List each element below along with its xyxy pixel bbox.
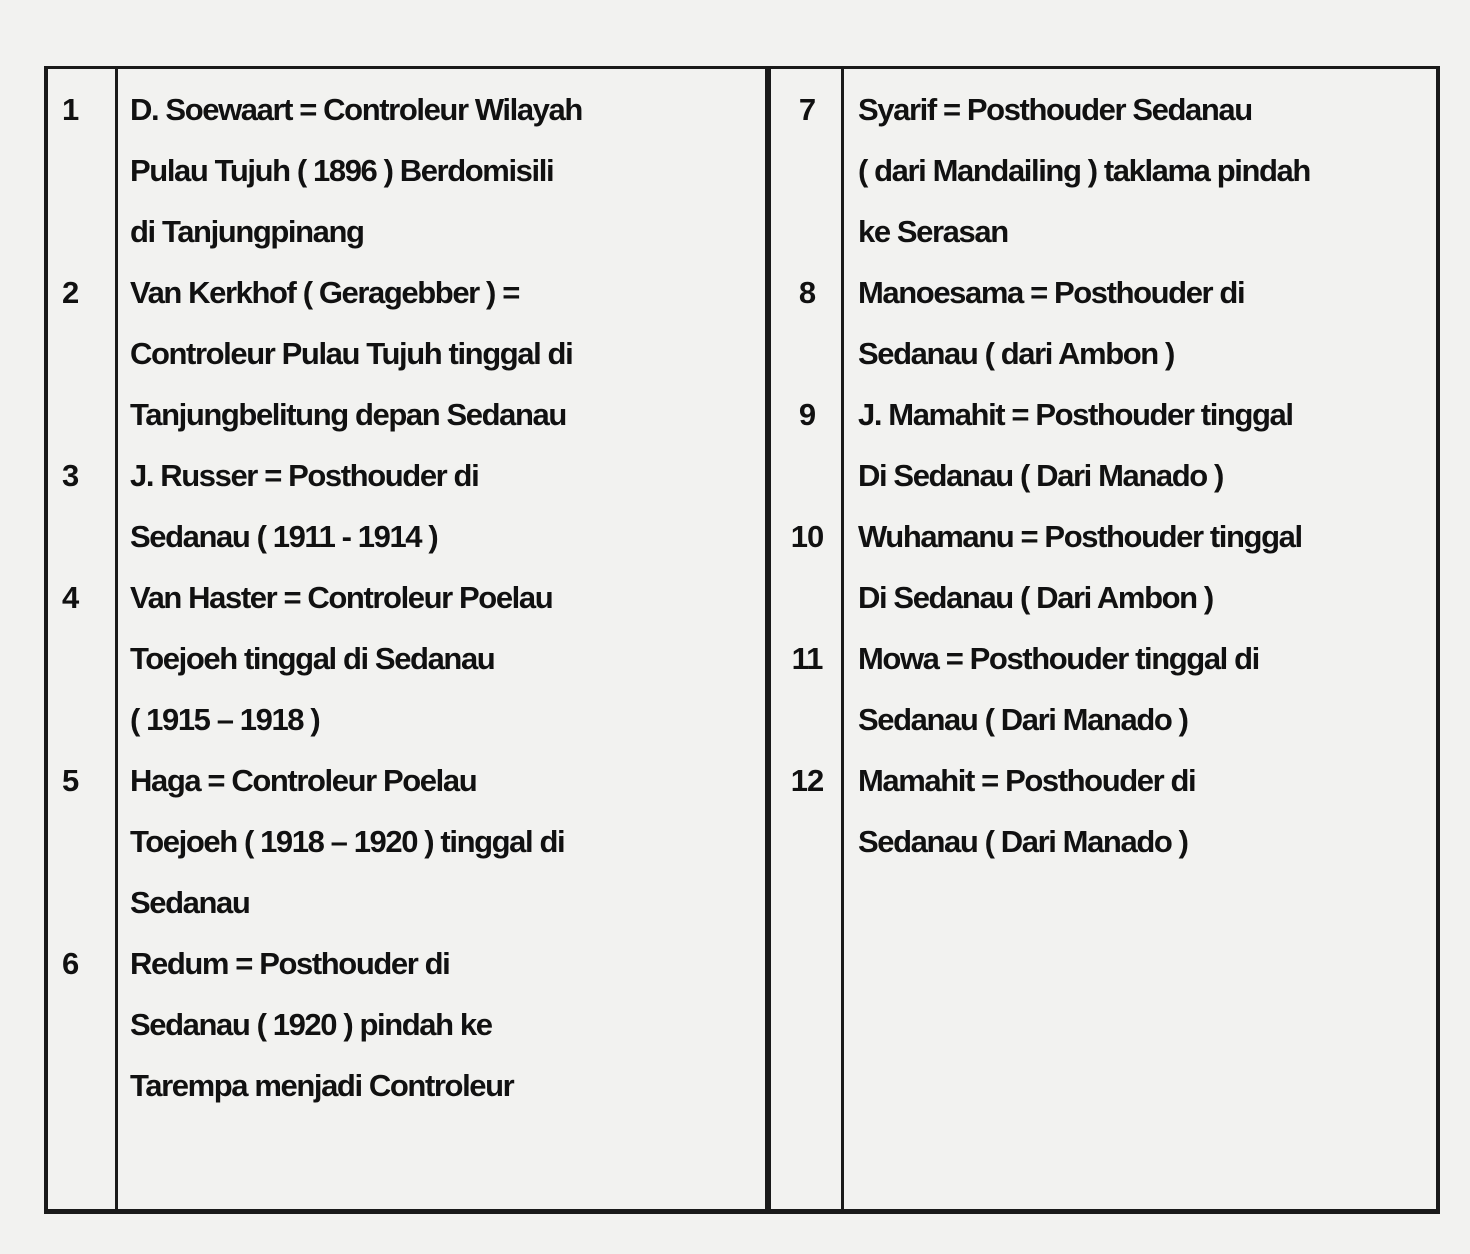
entry-text xyxy=(858,628,1259,750)
entry-line: Wuhamanu = Posthouder tinggal xyxy=(858,519,1302,554)
entry-line: ( dari Mandailing ) taklama pindah xyxy=(858,153,1310,188)
entry-line: Redum = Posthouder di xyxy=(130,946,450,981)
entry-text xyxy=(130,445,478,567)
entry-line: Syarif = Posthouder Sedanau xyxy=(858,92,1252,127)
entry-text xyxy=(130,567,552,750)
entry-text xyxy=(858,384,1293,506)
entry-line: Haga = Controleur Poelau xyxy=(130,763,477,798)
entry-line: J. Russer = Posthouder di xyxy=(130,458,479,493)
entry-line: Toejoeh ( 1918 – 1920 ) tinggal di xyxy=(130,824,565,859)
entry-line: di Tanjungpinang xyxy=(130,214,364,249)
entry-line: Manoesama = Posthouder di xyxy=(858,275,1245,310)
entry-number: 2 xyxy=(62,275,79,310)
entry-line: Sedanau ( 1920 ) pindah ke xyxy=(130,1007,492,1042)
entry-text xyxy=(130,750,564,933)
entry-number: 3 xyxy=(62,458,79,493)
entry-number: 8 xyxy=(798,275,816,310)
entry-line: Van Haster = Controleur Poelau xyxy=(130,580,553,615)
entry-number: 1 xyxy=(62,92,79,127)
entry-line: Toejoeh tinggal di Sedanau xyxy=(130,641,495,676)
entry-number: 12 xyxy=(790,763,824,798)
entry-line: Sedanau xyxy=(130,885,250,920)
entry-line: Controleur Pulau Tujuh tinggal di xyxy=(130,336,573,371)
entry-number: 4 xyxy=(62,580,79,615)
entry-number: 10 xyxy=(790,519,824,554)
entry-line: Di Sedanau ( Dari Manado ) xyxy=(858,458,1223,493)
entry-line: Tanjungbelitung depan Sedanau xyxy=(130,397,566,432)
entry-line: Mamahit = Posthouder di xyxy=(858,763,1196,798)
entry-line: Mowa = Posthouder tinggal di xyxy=(858,641,1259,676)
entry-line: D. Soewaart = Controleur Wilayah xyxy=(130,92,582,127)
column-divider-right-number xyxy=(841,69,844,1209)
entry-text xyxy=(130,262,572,445)
entry-text xyxy=(130,933,513,1116)
entry-line: J. Mamahit = Posthouder tinggal xyxy=(858,397,1293,432)
entry-line: Van Kerkhof ( Geragebber ) = xyxy=(130,275,519,310)
entry-line: ( 1915 – 1918 ) xyxy=(130,702,320,737)
entry-text xyxy=(130,79,582,262)
entry-number: 11 xyxy=(791,641,823,676)
entry-number: 9 xyxy=(798,397,816,432)
entry-text xyxy=(858,79,1310,262)
column-divider-center xyxy=(765,69,771,1209)
entry-line: Sedanau ( 1911 - 1914 ) xyxy=(130,519,438,554)
entry-text xyxy=(858,750,1195,872)
entry-text xyxy=(858,262,1244,384)
entry-line: Pulau Tujuh ( 1896 ) Berdomisili xyxy=(130,153,554,188)
entry-text xyxy=(858,506,1302,628)
entry-line: Sedanau ( dari Ambon ) xyxy=(858,336,1174,371)
entry-line: Sedanau ( Dari Manado ) xyxy=(858,824,1188,859)
entry-number: 6 xyxy=(62,946,79,981)
column-divider-left-number xyxy=(115,69,118,1209)
entry-number: 7 xyxy=(798,92,816,127)
entry-line: Di Sedanau ( Dari Ambon ) xyxy=(858,580,1213,615)
entry-line: Sedanau ( Dari Manado ) xyxy=(858,702,1188,737)
entry-line: Tarempa menjadi Controleur xyxy=(130,1068,514,1103)
officials-table xyxy=(44,66,1440,1214)
entry-number: 5 xyxy=(62,763,79,798)
entry-line: ke Serasan xyxy=(858,214,1008,249)
